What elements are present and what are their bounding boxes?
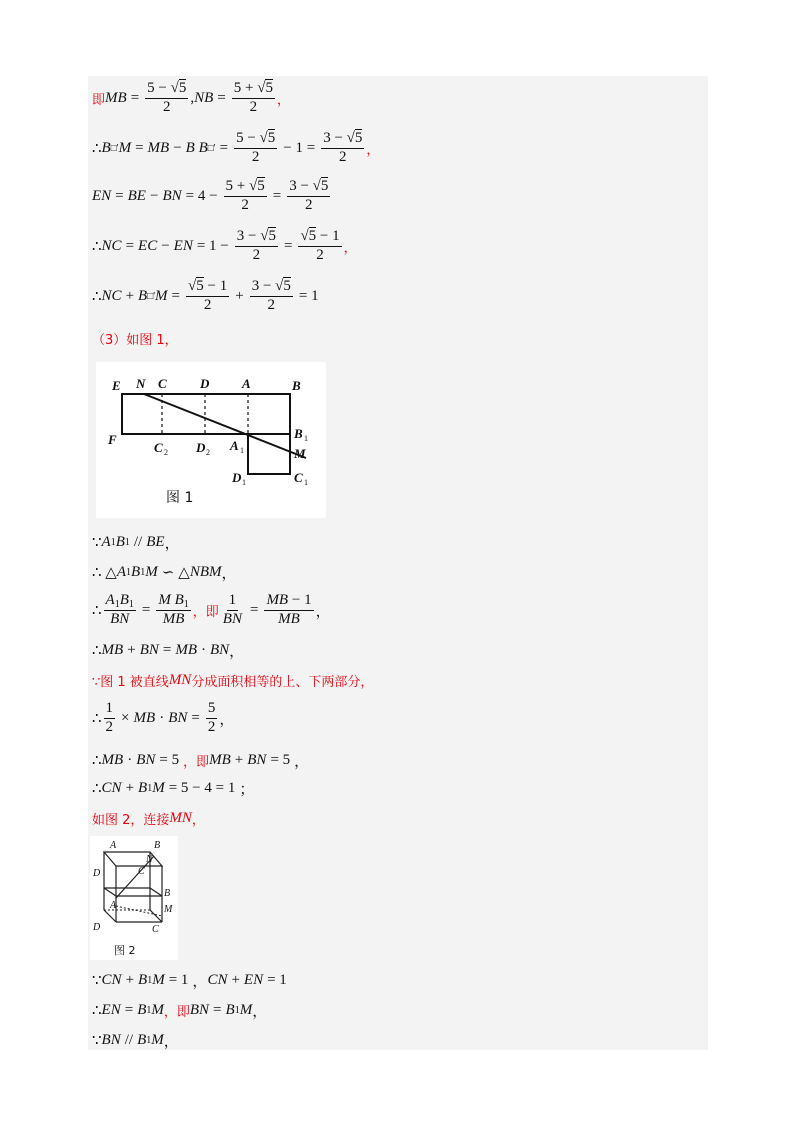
line-12: ∴ $\frac{1}{2}$ × MB · BN = $\frac{5}{2}$ ， (92, 700, 235, 735)
line-13-mid: ，即 (183, 754, 210, 770)
line-16: ∵ CN + B 1 M = 1 ， CN + EN = 1 (92, 971, 287, 990)
line-13: ∴ MB · BN = 5 ，即 MB + BN = 5 ， (92, 751, 310, 770)
figure-1-drawing (96, 362, 326, 518)
fig1-label-F: F (108, 432, 117, 447)
line-17: ∴ EN = B 1 M ，即 BN = B 1 M ， (92, 1001, 268, 1020)
fig2-label-B1: B (164, 888, 171, 899)
line-11-text-b: 分成面积相等的上、下两部分， (191, 674, 374, 690)
line-8: ∴ △ A 1 B 1 M ∽ △ NBM ， (92, 563, 237, 582)
svg-text:1: 1 (304, 434, 308, 443)
svg-text:1: 1 (304, 478, 308, 487)
fig1-label-A1: A (230, 438, 239, 453)
line-3: EN = BE − BN = 4 − $\frac{5 + √5}{2}$ = $\frac{3 - √5}{2}$ (92, 178, 329, 213)
line-18: ∵ BN // B 1 M ， (92, 1031, 179, 1050)
line-15-text: 如图 2，连接 (92, 812, 170, 828)
line-1-prefix: 即 (92, 92, 106, 108)
fig1-label-D1: D (232, 470, 242, 485)
line-4: ∴ NC = EC − EN = 1 − $\frac{3 - √5}{2}$ = $\frac{√5 - 1}{2}$ ， (92, 228, 357, 263)
fig1-label-A: A (242, 376, 251, 391)
fig1-label-B1: B (294, 426, 303, 441)
fig2-label-D: D (93, 868, 101, 879)
svg-text:1: 1 (242, 478, 246, 487)
fig1-label-D: D (200, 376, 210, 391)
line-9: ∴ $\frac{A_1B_1}{BN}$ = $\frac{M B_1}{MB}$ ，即 $\frac{1}{BN}$ = $\frac{MB - 1}{MB}$ ， (92, 591, 331, 628)
fig2-label-M: M (164, 904, 173, 915)
fig2-label-C1: C (152, 924, 159, 935)
figure-1-caption: 图 1 (166, 490, 194, 506)
svg-text:1: 1 (240, 446, 244, 455)
figure-2-drawing (90, 836, 178, 960)
fig2-label-N: N (146, 854, 153, 865)
line-11: ∵图 1 被直线 MN 分成面积相等的上、下两部分， (92, 671, 374, 690)
fig2-label-C: C (138, 866, 145, 877)
fig1-label-E: E (112, 378, 121, 393)
fig2-label-A: A (110, 840, 117, 851)
fig1-label-C1: C (294, 470, 303, 485)
line-15: 如图 2，连接 MN ， (92, 809, 205, 828)
line-1: 即 MB = $\frac{5 - √5}{2}$ , NB = $\frac{5 + √5}{2}$ ， (92, 80, 290, 115)
line-14: ∴ CN + B 1 M = 5 − 4 = 1 ； (92, 779, 255, 798)
line-9-mid: ，即 (192, 604, 219, 620)
fig1-label-M: M (294, 446, 306, 461)
fig2-label-B: B (154, 840, 161, 851)
fig1-label-D2: D (196, 440, 206, 455)
fig1-label-C: C (158, 376, 167, 391)
svg-text:2: 2 (164, 448, 168, 457)
line-6 (92, 318, 178, 358)
fig1-label-N: N (136, 376, 146, 391)
fig1-label-C2: C (154, 440, 163, 455)
fig2-label-A1: A (110, 900, 117, 911)
svg-text:2: 2 (206, 448, 210, 457)
figure-2 (90, 836, 178, 960)
line-7: ∵ A 1 B 1 // BE ， (92, 533, 180, 552)
fig2-label-D1: D (93, 922, 101, 933)
fig1-label-B: B (292, 378, 301, 393)
figure-2-caption: 图 2 (114, 944, 136, 957)
figure-1 (96, 362, 326, 518)
line-5: ∴ NC + B □' M = $\frac{√5 - 1}{2}$ + $\frac{3 - √5}{2}$ = 1 (92, 278, 319, 313)
part-3-heading: （3）如图 1， (92, 332, 178, 348)
line-11-text-a: ∵图 1 被直线 (92, 674, 169, 690)
line-17-mid: ，即 (163, 1004, 190, 1020)
line-10: ∴ MB + BN = MB · BN ， (92, 641, 245, 660)
line-2: ∴ B □' M = MB − B B □' = $\frac{5 - √5}{2}$ − 1 = $\frac{3 - √5}{2}$ ， (92, 130, 380, 165)
